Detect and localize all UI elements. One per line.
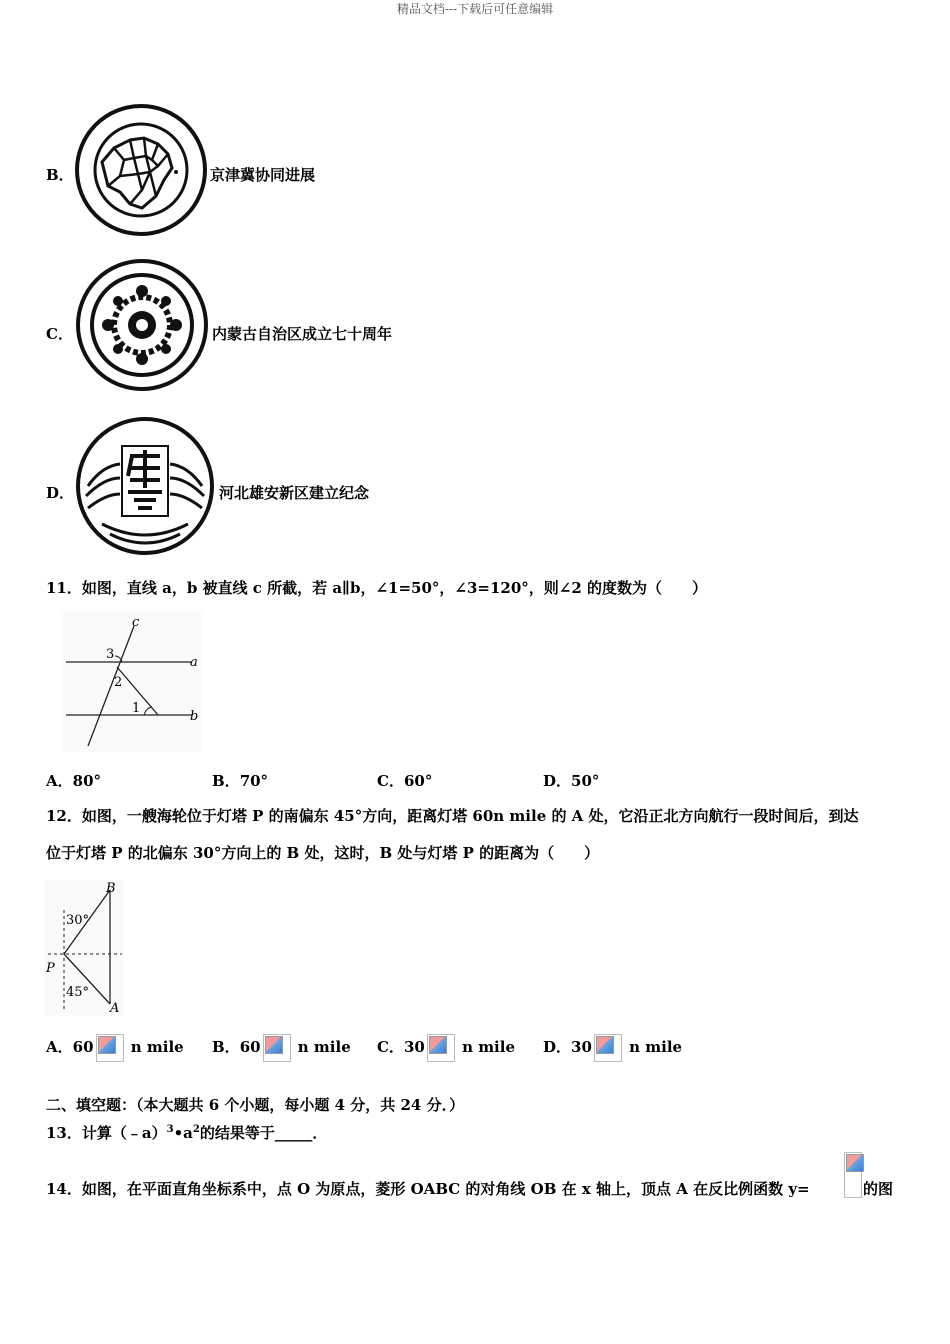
coin-image-c [72, 258, 212, 392]
option-d-label: D． [46, 484, 75, 502]
option-c-text: 内蒙古自治区成立七十周年 [212, 325, 393, 343]
q11-figure [62, 612, 202, 752]
q12-choice-d: D．30 n mile [543, 1032, 682, 1062]
q11-stem: 11．如图，直线 a，b 被直线 c 所截，若 a∥b，∠1=50°，∠3=120°，则∠2 的度数为（ ） [46, 579, 708, 597]
option-b-text: 京津冀协同进展 [210, 166, 316, 184]
label-P: P [46, 961, 55, 976]
broken-image-icon [263, 1034, 291, 1062]
label-B: B [106, 881, 116, 896]
coin-image-b [72, 100, 210, 240]
q11-choice-d: D．50° [543, 772, 600, 790]
label-b: b [190, 709, 199, 724]
label-3: 3 [106, 647, 115, 662]
label-45deg: 45° [66, 985, 90, 1000]
q11-choice-a: A．80° [46, 772, 102, 790]
section-2-heading: 二、填空题：（本大题共 6 个小题，每小题 4 分，共 24 分．） [46, 1096, 465, 1114]
q14-stem: 14．如图，在平面直角坐标系中，点 O 为原点，菱形 OABC 的对角线 OB 在 x 轴上，顶点 A 在反比例函数 y= [46, 1180, 810, 1198]
label-c: c [132, 615, 140, 630]
coin-image-d [72, 416, 218, 556]
label-2: 2 [114, 675, 123, 690]
q12-choice-b: B．60 n mile [212, 1032, 351, 1062]
broken-image-icon [594, 1034, 622, 1062]
label-a: a [190, 655, 198, 670]
broken-image-icon [96, 1034, 124, 1062]
q11-choice-c: C．60° [377, 772, 433, 790]
label-1: 1 [132, 701, 141, 716]
label-30deg: 30° [66, 913, 90, 928]
q11-choice-b: B．70° [212, 772, 269, 790]
broken-image-icon [844, 1152, 862, 1198]
q14-tail: 的图 [863, 1180, 894, 1198]
option-b-label: B． [46, 166, 74, 184]
broken-image-icon [427, 1034, 455, 1062]
q12-choice-c: C．30 n mile [377, 1032, 515, 1062]
q12-stem-line2: 位于灯塔 P 的北偏东 30°方向上的 B 处，这时，B 处与灯塔 P 的距离为（ ） [46, 844, 600, 862]
q13-stem: 13．计算$(﹣a)^3•a^2$的结果等于_____． [46, 1124, 328, 1142]
q12-figure [44, 880, 124, 1016]
q12-choice-a: A．60 n mile [46, 1032, 184, 1062]
label-A: A [110, 1001, 120, 1016]
option-c-label: C． [46, 325, 73, 343]
page-header: 精品文档---下载后可任意编辑 [396, 2, 554, 16]
q12-stem-line1: 12．如图，一艘海轮位于灯塔 P 的南偏东 45°方向，距离灯塔 60n mile 的 A 处，它沿正北方向航行一段时间后，到达 [46, 807, 859, 825]
option-d-text: 河北雄安新区建立纪念 [219, 484, 370, 502]
